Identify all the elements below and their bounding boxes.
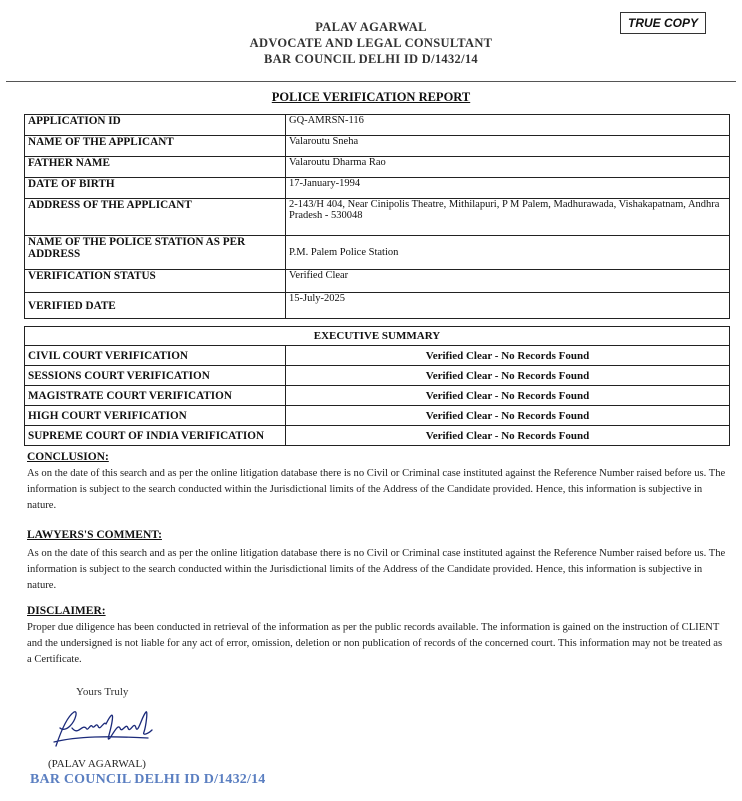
table-row xyxy=(25,199,730,236)
detail-value: 15-July-2025 xyxy=(286,293,730,319)
table-row xyxy=(25,386,730,406)
signatory-name: (PALAV AGARWAL) xyxy=(48,758,146,770)
court-label: MAGISTRATE COURT VERIFICATION xyxy=(25,386,286,406)
detail-label: NAME OF THE POLICE STATION AS PER ADDRESS xyxy=(25,236,286,270)
detail-label: ADDRESS OF THE APPLICANT xyxy=(25,199,286,236)
detail-value: P.M. Palem Police Station xyxy=(286,236,730,270)
table-row xyxy=(25,366,730,386)
detail-value: 17-January-1994 xyxy=(286,178,730,199)
detail-value: Valaroutu Dharma Rao xyxy=(286,157,730,178)
court-result: Verified Clear - No Records Found xyxy=(286,426,730,446)
table-row xyxy=(25,406,730,426)
court-label: CIVIL COURT VERIFICATION xyxy=(25,346,286,366)
advocate-role: ADVOCATE AND LEGAL CONSULTANT xyxy=(249,36,493,50)
table-row xyxy=(25,426,730,446)
executive-summary-table xyxy=(24,326,730,446)
table-row xyxy=(25,178,730,199)
table-row xyxy=(25,236,730,270)
closing-text: Yours Truly xyxy=(76,686,129,698)
detail-label: VERIFIED DATE xyxy=(25,293,286,319)
table-row xyxy=(25,270,730,293)
true-copy-stamp: TRUE COPY xyxy=(620,12,706,34)
lawyers-comment-heading: LAWYERS'S COMMENT: xyxy=(27,529,162,541)
detail-label: DATE OF BIRTH xyxy=(25,178,286,199)
court-label: HIGH COURT VERIFICATION xyxy=(25,406,286,426)
court-result: Verified Clear - No Records Found xyxy=(286,346,730,366)
detail-label: VERIFICATION STATUS xyxy=(25,270,286,293)
table-row xyxy=(25,346,730,366)
footer-bar-id: BAR COUNCIL DELHI ID D/1432/14 xyxy=(30,772,266,787)
disclaimer-text: Proper due diligence has been conducted in retrieval of the information as per the public records available. The information is gained on the instruction of CLIENT and the undersigned is not liable for any act of error, omission, deletion or non publication of records of the concerned court. This information may not be treated as a Certificate. xyxy=(27,622,723,665)
court-result: Verified Clear - No Records Found xyxy=(286,406,730,426)
detail-label: FATHER NAME xyxy=(25,157,286,178)
detail-value: Valaroutu Sneha xyxy=(286,136,730,157)
detail-label: APPLICATION ID xyxy=(25,115,286,136)
advocate-bar-id: BAR COUNCIL DELHI ID D/1432/14 xyxy=(264,52,478,66)
report-title: POLICE VERIFICATION REPORT xyxy=(271,90,471,104)
executive-summary-heading: EXECUTIVE SUMMARY xyxy=(25,327,730,346)
table-row xyxy=(25,293,730,319)
applicant-details-table xyxy=(24,114,730,319)
disclaimer-heading: DISCLAIMER: xyxy=(27,605,106,617)
detail-value: GQ-AMRSN-116 xyxy=(286,115,730,136)
detail-label: NAME OF THE APPLICANT xyxy=(25,136,286,157)
court-label: SESSIONS COURT VERIFICATION xyxy=(25,366,286,386)
detail-value: 2-143/H 404, Near Cinipolis Theatre, Mithilapuri, P M Palem, Madhurawada, Vishakapatnam, Andhra Pradesh - 530048 xyxy=(286,199,730,236)
table-row xyxy=(25,136,730,157)
handwritten-signature xyxy=(48,706,158,754)
header-divider xyxy=(6,81,736,82)
detail-value: Verified Clear xyxy=(286,270,730,293)
court-result: Verified Clear - No Records Found xyxy=(286,386,730,406)
court-label: SUPREME COURT OF INDIA VERIFICATION xyxy=(25,426,286,446)
lawyers-comment-text: As on the date of this search and as per the online litigation database there is no Civil or Criminal case instituted against the Reference Number raised before us. The information is subject to the search conducted within the Jurisdictional limits of the Address of the Candidate provided. Hence, this information is subjective in nature. xyxy=(27,548,726,591)
table-row xyxy=(25,157,730,178)
court-result: Verified Clear - No Records Found xyxy=(286,366,730,386)
summary-heading-row xyxy=(25,327,730,346)
advocate-name: PALAV AGARWAL xyxy=(315,20,427,34)
table-row xyxy=(25,115,730,136)
conclusion-text: As on the date of this search and as per the online litigation database there is no Civil or Criminal case instituted against the Reference Number raised before us. The information is subject to the search conducted within the Jurisdictional limits of the Address of the Candidate provided. Hence, this information is subjective in nature. xyxy=(27,468,726,511)
conclusion-heading: CONCLUSION: xyxy=(27,451,109,463)
